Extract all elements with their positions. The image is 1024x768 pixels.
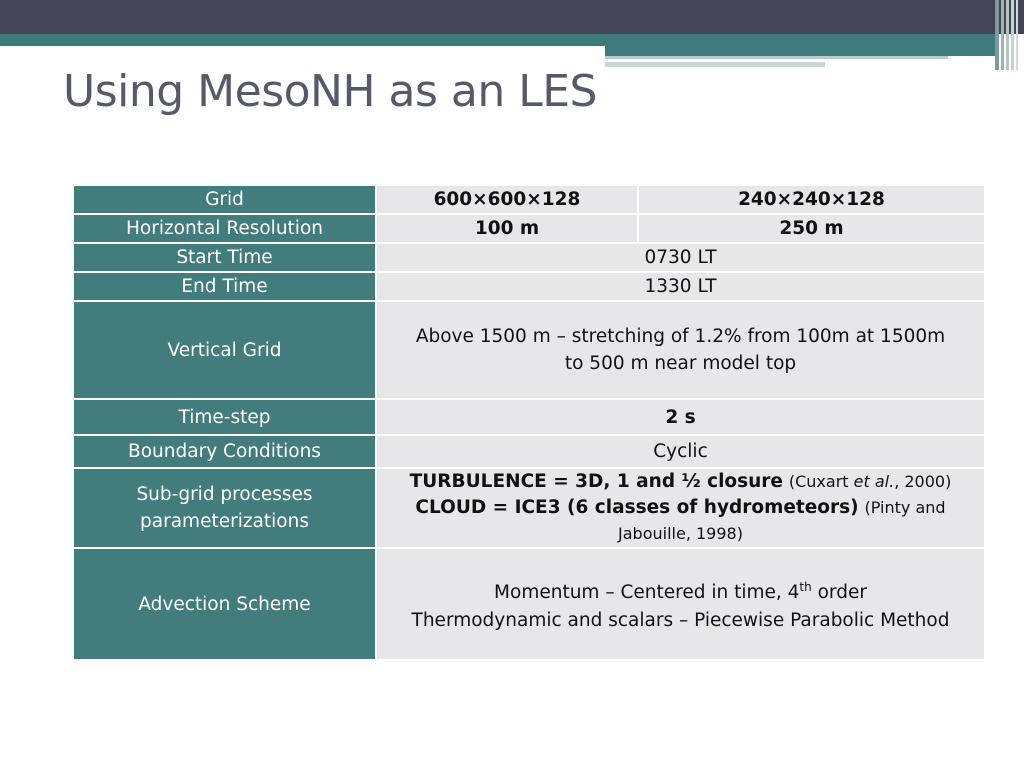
table-row	[73, 548, 985, 660]
slide-accent-line	[605, 56, 948, 59]
slide-edge-stripe	[995, 0, 999, 70]
grid-value-2: 240×240×128	[638, 185, 985, 214]
row-header-start-time: Start Time	[73, 243, 376, 272]
row-header-vertical-grid: Vertical Grid	[73, 301, 376, 399]
vertical-grid-line-2: to 500 m near model top	[564, 353, 797, 374]
table-row	[73, 301, 985, 399]
row-header-horizontal-resolution: Horizontal Resolution	[73, 214, 376, 243]
momentum-superscript: th	[799, 580, 812, 595]
start-time-value: 0730 LT	[376, 243, 985, 272]
cloud-line	[385, 495, 976, 521]
citation-author: (Cuxart	[788, 472, 854, 491]
table-row	[73, 399, 985, 435]
momentum-order: order	[811, 582, 867, 604]
row-header-advection-scheme: Advection Scheme	[73, 548, 376, 660]
slide-edge-stripe	[1006, 0, 1009, 70]
slide-edge-stripe	[1011, 0, 1014, 70]
table-row	[73, 214, 985, 243]
slide-top-bar	[0, 0, 1024, 34]
slide-accent-gap	[0, 46, 605, 52]
row-header-time-step: Time-step	[73, 399, 376, 435]
cloud-citation-a: (Pinty and	[864, 498, 946, 517]
horizontal-resolution-value-2: 250 m	[638, 214, 985, 243]
citation-etal: et al.	[853, 472, 895, 491]
momentum-text: Momentum – Centered in time, 4	[494, 582, 800, 604]
slide-accent-band-lower	[605, 46, 995, 56]
vertical-grid-value	[376, 301, 985, 399]
grid-value-1: 600×600×128	[376, 185, 638, 214]
end-time-value: 1330 LT	[376, 272, 985, 301]
table-row	[73, 185, 985, 214]
subgrid-label-line-1: Sub-grid processes	[136, 484, 313, 505]
slide-edge-stripe	[1016, 0, 1018, 70]
turbulence-text: TURBULENCE = 3D, 1 and ½ closure	[409, 471, 783, 492]
table-row	[73, 243, 985, 272]
advection-thermo-line: Thermodynamic and scalars – Piecewise Parabolic Method	[411, 609, 950, 631]
horizontal-resolution-value-1: 100 m	[376, 214, 638, 243]
slide-title: Using MesoNH as an LES	[63, 66, 597, 117]
les-config-table	[72, 184, 986, 661]
slide-edge-stripe	[1001, 0, 1004, 70]
advection-value	[376, 548, 985, 660]
subgrid-label-line-2: parameterizations	[140, 511, 309, 532]
boundary-conditions-value: Cyclic	[376, 435, 985, 468]
turbulence-citation	[789, 472, 951, 491]
row-header-boundary-conditions: Boundary Conditions	[73, 435, 376, 468]
vertical-grid-line-1: Above 1500 m – stretching of 1.2% from 100m at 1500m	[415, 326, 946, 347]
table-row	[73, 435, 985, 468]
time-step-value: 2 s	[376, 399, 985, 435]
row-header-end-time: End Time	[73, 272, 376, 301]
cloud-text: CLOUD = ICE3 (6 classes of hydrometeors)	[415, 497, 859, 518]
subgrid-value	[376, 468, 985, 548]
slide-accent-band	[0, 34, 995, 46]
slide-accent-line-2	[605, 62, 825, 67]
cloud-citation-b: Jabouille, 1998)	[618, 524, 743, 543]
table-row	[73, 468, 985, 548]
citation-year: , 2000)	[894, 472, 952, 491]
advection-momentum-line	[385, 574, 976, 606]
row-header-grid: Grid	[73, 185, 376, 214]
turbulence-line	[385, 469, 976, 495]
table-row	[73, 272, 985, 301]
row-header-subgrid	[73, 468, 376, 548]
